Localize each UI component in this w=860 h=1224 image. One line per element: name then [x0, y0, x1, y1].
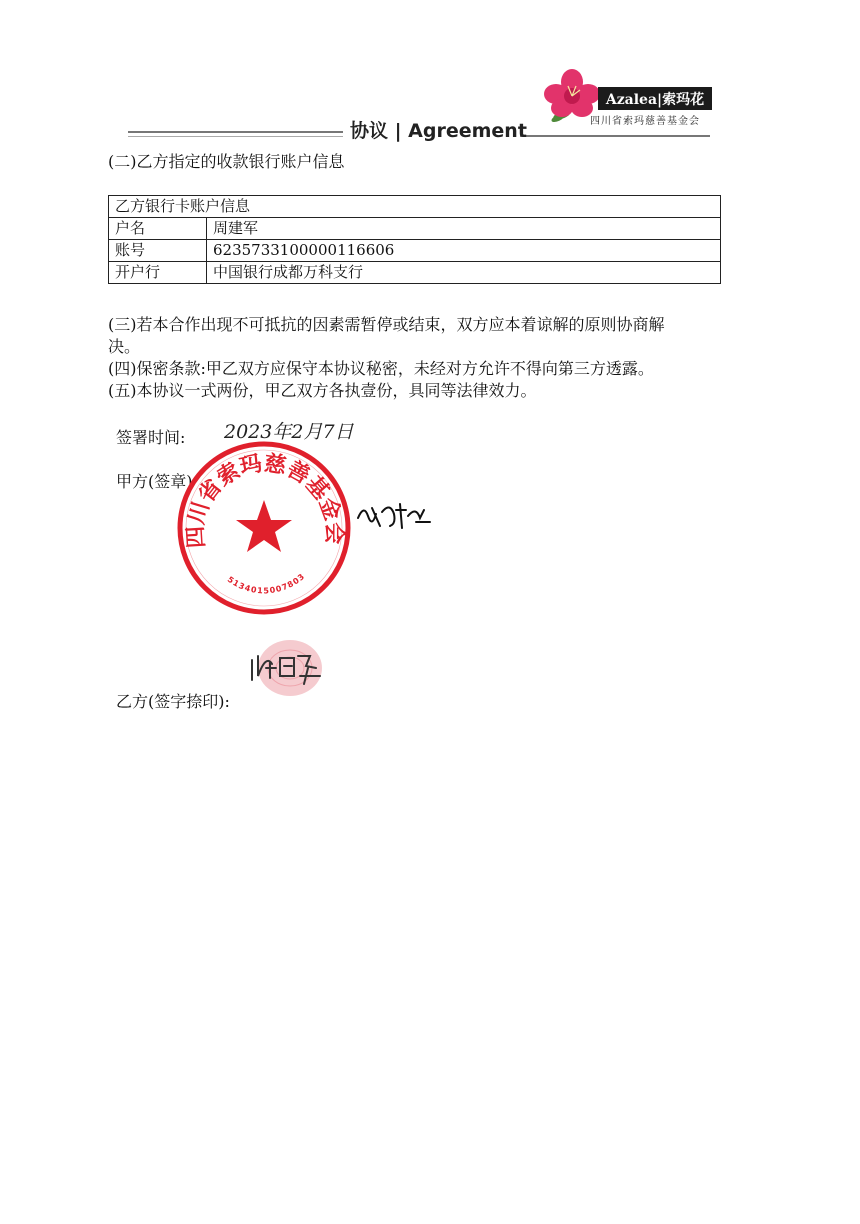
table-caption: 乙方银行卡账户信息 [109, 196, 721, 218]
clause-3-line-1: (三)若本合作出现不可抵抗的因素需暂停或结束，双方应本着谅解的原则协商解 [108, 315, 665, 334]
page-title: 协议 | Agreement [350, 120, 527, 142]
table-cell-label: 户名 [109, 218, 207, 240]
section-2-title: (二)乙方指定的收款银行账户信息 [108, 152, 345, 171]
table-cell-value: 中国银行成都万科支行 [207, 262, 721, 284]
clause-3-line-2: 决。 [108, 337, 141, 356]
party-b-label: 乙方(签字捺印): [116, 692, 230, 711]
clause-4: (四)保密条款:甲乙双方应保守本协议秘密，未经对方允许不得向第三方透露。 [108, 359, 654, 378]
table-cell-value: 周建军 [207, 218, 721, 240]
header-rule-left-thin [128, 136, 343, 137]
svg-text:四川省索玛慈善基金会: 四川省索玛慈善基金会 [182, 450, 348, 549]
table-row [109, 240, 721, 262]
bank-account-table [108, 195, 721, 284]
party-b-signature [246, 646, 336, 688]
header-rule-right [520, 135, 710, 137]
table-cell-value: 6235733100000116606 [207, 240, 721, 262]
official-red-seal-stamp [176, 440, 352, 616]
sign-time-label: 签署时间: [116, 428, 186, 447]
table-cell-label: 账号 [109, 240, 207, 262]
party-a-signature [350, 496, 440, 536]
svg-text:2023年2月7日: 2023年2月7日 [224, 421, 354, 443]
brand-logo-text: Azalea|索玛花 [598, 87, 712, 110]
table-row [109, 262, 721, 284]
table-row [109, 218, 721, 240]
header-rule-left [128, 131, 343, 133]
party-a-label: 甲方(签章) [116, 472, 193, 491]
clause-5: (五)本协议一式两份，甲乙双方各执壹份，具同等法律效力。 [108, 381, 537, 400]
brand-logo-subtext: 四川省索玛慈善基金会 [590, 116, 700, 127]
svg-text:5134015007803: 5134015007803 [225, 571, 307, 596]
table-cell-label: 开户行 [109, 262, 207, 284]
